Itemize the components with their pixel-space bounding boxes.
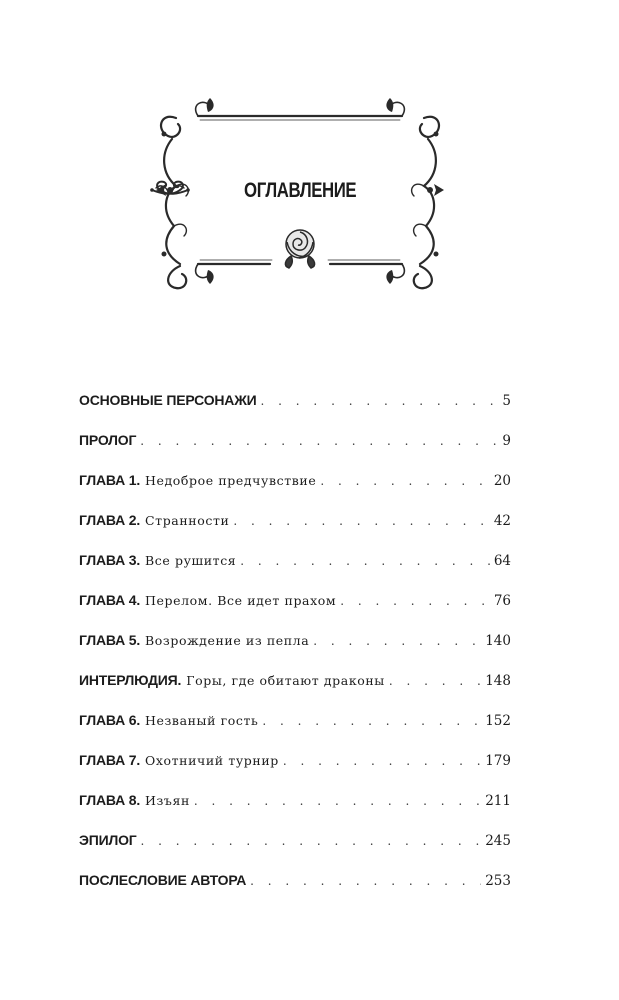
dot-leader [313, 634, 481, 648]
page-number: 152 [485, 713, 511, 729]
page-number: 9 [502, 433, 511, 449]
entry-label: ИНТЕРЛЮДИЯ. [79, 672, 182, 688]
dot-leader [262, 714, 481, 728]
page-number: 140 [485, 633, 511, 649]
toc-entry[interactable] [79, 712, 511, 752]
entry-title: Изъян [145, 793, 190, 808]
toc-entry[interactable] [79, 672, 511, 712]
page-number: 211 [485, 793, 511, 809]
dot-leader [240, 554, 490, 568]
title-row [150, 176, 450, 206]
toc-entry[interactable] [79, 632, 511, 672]
toc-entry[interactable] [79, 592, 511, 632]
entry-title: Недоброе предчувствие [145, 473, 317, 488]
table-of-contents [79, 392, 511, 912]
toc-entry[interactable] [79, 752, 511, 792]
entry-title: Перелом. Все идет прахом [145, 593, 337, 608]
rose-icon [277, 224, 323, 270]
dot-leader [194, 794, 481, 808]
entry-label: ГЛАВА 5. [79, 632, 141, 648]
entry-title: Возрождение из пепла [145, 633, 310, 648]
swirl-icon [380, 179, 420, 203]
page-number: 179 [485, 753, 511, 769]
dot-leader [320, 474, 489, 488]
ornamental-frame [150, 94, 450, 292]
page-number: 5 [502, 393, 511, 409]
entry-label: ПРОЛОГ [79, 432, 137, 448]
entry-title: Все рушится [145, 553, 237, 568]
dot-leader [283, 754, 481, 768]
toc-entry[interactable] [79, 472, 511, 512]
entry-title: Горы, где обитают драконы [186, 673, 385, 688]
page-number: 42 [493, 513, 511, 529]
page-number: 20 [493, 473, 511, 489]
dot-leader [250, 874, 481, 888]
entry-label: ГЛАВА 2. [79, 512, 141, 528]
entry-title: Странности [145, 513, 230, 528]
dot-leader [261, 394, 499, 408]
toc-entry[interactable] [79, 832, 511, 872]
entry-title: Охотничий турнир [145, 753, 279, 768]
entry-title: Незваный гость [145, 713, 259, 728]
entry-label: ГЛАВА 8. [79, 792, 141, 808]
dot-leader [140, 434, 498, 448]
entry-label: ГЛАВА 3. [79, 552, 141, 568]
dot-leader [233, 514, 489, 528]
toc-entry[interactable] [79, 552, 511, 592]
toc-entry[interactable] [79, 512, 511, 552]
toc-entry[interactable] [79, 392, 511, 432]
page-number: 148 [485, 673, 511, 689]
page-number: 253 [485, 873, 511, 889]
page-number: 76 [493, 593, 511, 609]
toc-entry[interactable] [79, 872, 511, 912]
entry-label: ГЛАВА 6. [79, 712, 141, 728]
page-number: 245 [485, 833, 511, 849]
page-number: 64 [493, 553, 511, 569]
dot-leader [389, 674, 481, 688]
entry-label: ГЛАВА 7. [79, 752, 141, 768]
entry-label: ПОСЛЕСЛОВИЕ АВТОРА [79, 872, 247, 888]
entry-label: ЭПИЛОГ [79, 832, 137, 848]
entry-label: ГЛАВА 4. [79, 592, 141, 608]
toc-entry[interactable] [79, 792, 511, 832]
dot-leader [141, 834, 482, 848]
dot-leader [340, 594, 490, 608]
entry-label: ОСНОВНЫЕ ПЕРСОНАЖИ [79, 392, 257, 408]
toc-entry[interactable] [79, 432, 511, 472]
entry-label: ГЛАВА 1. [79, 472, 141, 488]
page-title: ОГЛАВЛЕНИЕ [243, 179, 357, 202]
